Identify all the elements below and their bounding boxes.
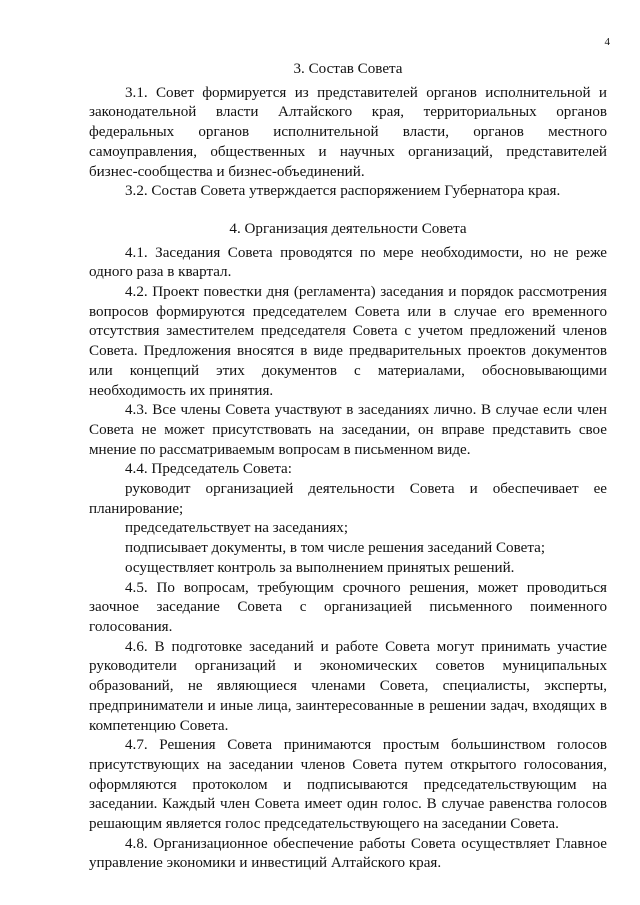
section-heading-organization: 4. Организация деятельности Совета [229,220,467,237]
paragraph-3-1: 3.1. Совет формируется из представителей органов исполнительной и законодательной власти Алтайского края, территориальных органов федеральных органов исполнительной власти, органов местного самоуправления, общественных и научных организаций, представителей бизнес-сообщества и бизнес-объединений. [89,84,607,180]
paragraph-4-6: 4.6. В подготовке заседаний и работе Совета могут принимать участие руководители организаций и экономических советов муниципальных образований, не являющиеся членами Совета, специалисты, эксперты, предприниматели и иные лица, заинтересованные в решении задач, входящих в компетенцию Совета. [89,638,607,734]
paragraph-4-5: 4.5. По вопросам, требующим срочного решения, может проводиться заочное заседание Совета с организацией письменного поименного голосования. [89,579,607,635]
paragraph-3-2: 3.2. Состав Совета утверждается распоряжением Губернатора края. [125,183,561,200]
document-body [89,60,607,874]
chairman-duty-item: осуществляет контроль за выполнением принятых решений. [125,559,515,576]
paragraph-4-2: 4.2. Проект повестки дня (регламента) заседания и порядок рассмотрения вопросов формируются председателем Совета или в случае его временного отсутствия заместителем председателя Совета с учетом предложений членов Совета. Предложения вносятся в виде предварительных проектов документов или концепций этих документов с материалами, обосновывающими необходимость их принятия. [89,284,607,399]
paragraph-4-7: 4.7. Решения Совета принимаются простым большинством голосов присутствующих на заседании членов Совета путем открытого голосования, оформляются протоколом и подписываются председательствующим на заседании. Каждый член Совета имеет один голос. В случае равенства голосов решающим является голос председательствующего на заседании Совета. [89,737,607,833]
chairman-duty-item: руководит организацией деятельности Совета и обеспечивает ее планирование; [89,481,607,517]
paragraph-4-8: 4.8. Организационное обеспечение работы Совета осуществляет Главное управление экономики и инвестиций Алтайского края. [89,835,607,872]
paragraph-4-1: 4.1. Заседания Совета проводятся по мере необходимости, но не реже одного раза в квартал. [89,244,607,281]
chairman-duty-item: подписывает документы, в том числе решения заседаний Совета; [125,540,546,557]
section-heading-composition: 3. Состав Совета [293,61,403,77]
paragraph-4-4: 4.4. Председатель Совета: [125,461,292,478]
paragraph-4-3: 4.3. Все члены Совета участвуют в заседаниях лично. В случае если член Совета не может присутствовать на заседании, он вправе представить свое мнение по рассматриваемым вопросам в письменном виде. [89,402,607,458]
chairman-duty-item: председательствует на заседаниях; [125,520,349,537]
page-number: 4 [604,36,610,48]
